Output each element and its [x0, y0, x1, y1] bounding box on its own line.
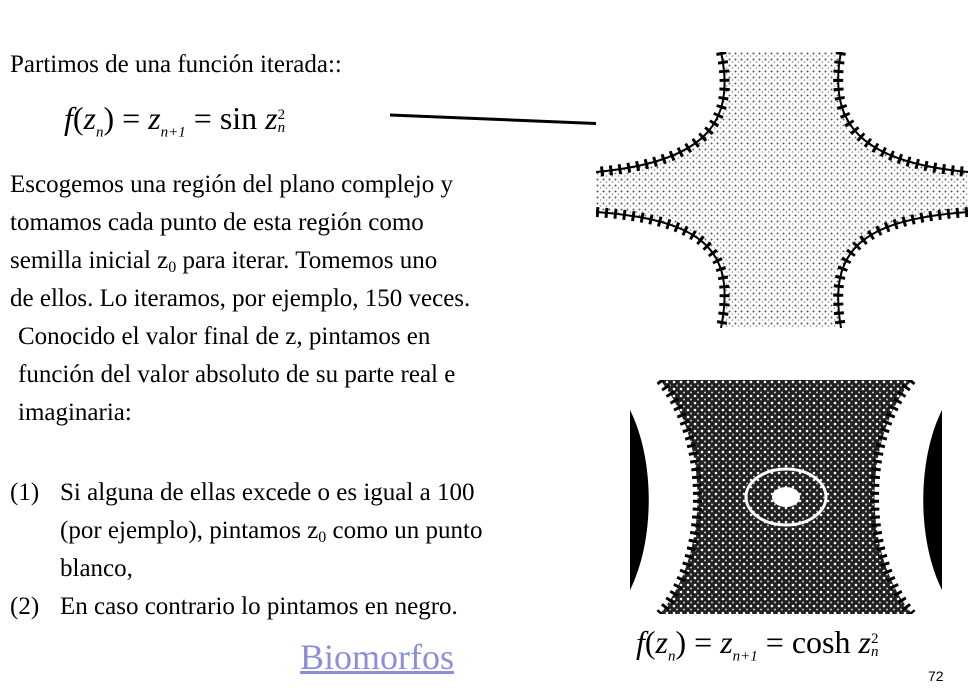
paragraph2-line-2: función del valor absoluto de su parte real e	[18, 361, 456, 388]
page-number: 72	[928, 668, 944, 684]
list-item-1-line-2: (por ejemplo), pintamos $z_0$ como un punto	[60, 517, 483, 546]
arrow	[388, 106, 628, 136]
paragraph-line-3: semilla inicial $z_0$ para iterar. Tomemos uno	[10, 247, 438, 276]
list-item-1-line-3: blanco,	[60, 555, 133, 582]
paragraph2-line-3: imaginaria:	[18, 399, 132, 426]
formula-cosh: $f(z_n) = z_{n+1} = \cosh z2$ n	[636, 624, 879, 665]
intro-text: Partimos de una función iterada::	[10, 51, 342, 78]
formula-sin: $f(z_n) = z_{n+1} = \sin z2$ n	[64, 100, 286, 141]
paragraph-line-2: tomamos cada punto de esta región como	[10, 209, 424, 236]
list-marker-1: (1)	[10, 479, 40, 506]
biomorfos-link[interactable]: Biomorfos	[300, 637, 455, 677]
paragraph-line-1: Escogemos una región del plano complejo y	[10, 171, 453, 198]
paragraph2-line-1: Conocido el valor final de z, pintamos en	[18, 323, 431, 350]
list-item-1-line-1: Si alguna de ellas excede o es igual a 100	[60, 479, 475, 506]
paragraph-line-4: de ellos. Lo iteramos, por ejemplo, 150 veces.	[10, 285, 471, 312]
list-item-2-line-1: En caso contrario lo pintamos en negro.	[60, 593, 458, 620]
fractal-sin-image	[596, 52, 968, 328]
list-marker-2: (2)	[10, 593, 40, 620]
fractal-cosh-image	[630, 380, 942, 614]
